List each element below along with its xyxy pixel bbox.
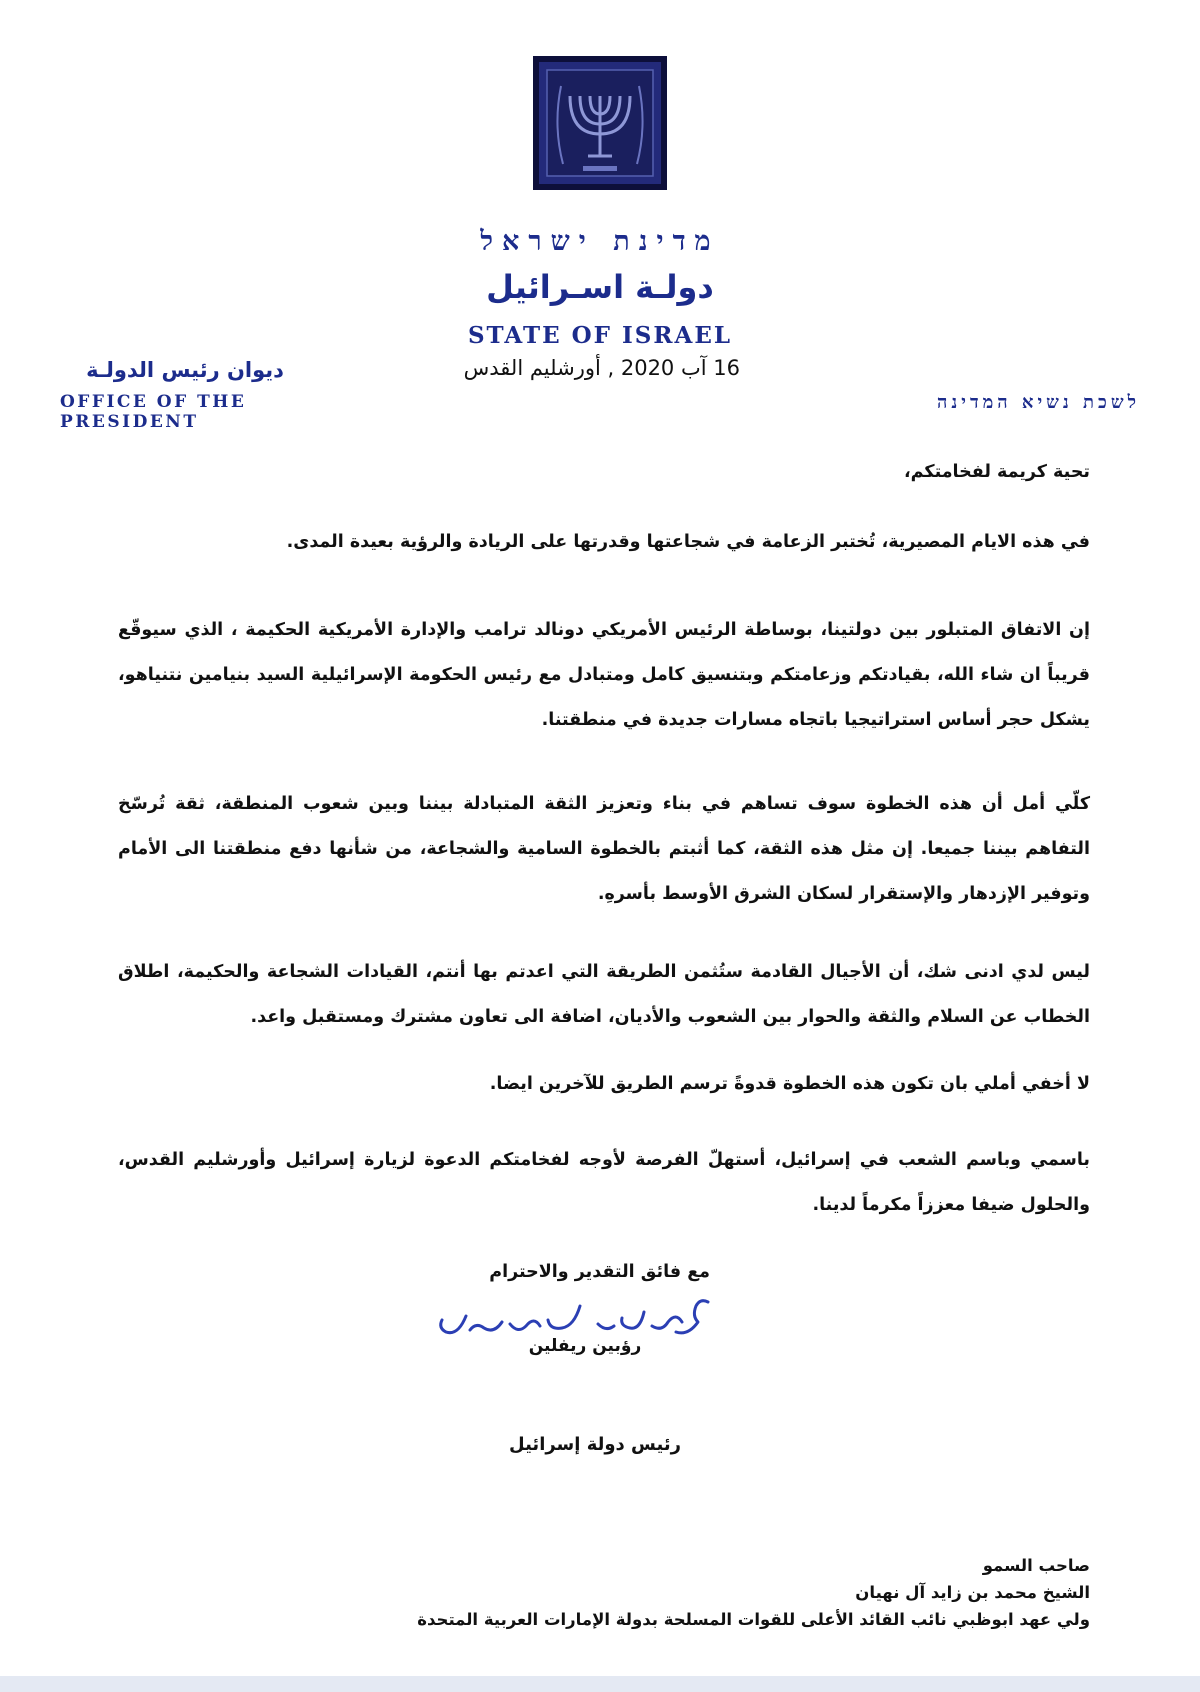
addressee-block <box>400 1552 1090 1633</box>
office-title-arabic: ديوان رئيس الدولـة <box>86 358 284 382</box>
letter-paragraph: ليس لدي ادنى شك، أن الأجيال القادمة ستُثمن الطريقة التي اعدتم بها أنتم، القيادات الشجاعة والحكيمة، اطلاق الخطاب عن السلام والثقة والحوار بين الشعوب والأديان، اضافة الى تعاون مشترك ومستقبل واعد. <box>118 962 1090 1027</box>
arabic-state-name: دولـة اسـرائيل <box>486 268 714 306</box>
addressee-line: صاحب السمو <box>982 1556 1090 1575</box>
signer-name: رؤبين ريفلين <box>528 1336 642 1356</box>
letter-paragraph: لا أخفي أملي بان تكون هذه الخطوة قدوةً ترسم الطريق للآخرين ايضا. <box>489 1074 1090 1094</box>
letter-paragraph: إن الاتفاق المتبلور بين دولتينا، بوساطة الرئيس الأمريكي دونالد ترامب والإدارة الأمريكية الحكيمة ، الذي سيوقّع قريباً ان شاء الله، بقيادتكم وزعامتكم وبتنسيق كامل ومتبادل مع رئيس الحكومة الإسرائيلية السيد بنيامين نتنياهو، يشكل حجر أساس استراتيجيا باتجاه مسارات جديدة في منطقتنا. <box>118 620 1090 730</box>
office-title-hebrew: לשכת נשיא המדינה <box>937 392 1140 413</box>
letter-paragraph: كلّي أمل أن هذه الخطوة سوف تساهم في بناء وتعزيز الثقة المتبادلة بيننا وبين شعوب المنطقة، ثقة تُرسّخ التفاهم بيننا جميعا. إن مثل هذه الثقة، كما أثبتم بالخطوة السامية والشجاعة، من شأنها دفع منطقتنا الى الأمام وتوفير الإزدهار والإستقرار لسكان الشرق الأوسط بأسرهِ. <box>118 794 1090 904</box>
signer-title: رئيس دولة إسرائيل <box>509 1434 681 1455</box>
letter-date: 16 آب 2020 , أورشليم القدس <box>463 356 740 380</box>
letter-paragraph: باسمي وباسم الشعب في إسرائيل، أستهلّ الفرصة لأوجه لفخامتكم الدعوة لزيارة إسرائيل وأورشليم القدس، والحلول ضيفا معززاً مكرماً لدينا. <box>118 1150 1090 1215</box>
page-bottom-band <box>0 1676 1200 1692</box>
hebrew-state-name: מדינת ישראל <box>480 226 720 257</box>
letter-paragraph: في هذه الايام المصيرية، تُختبر الزعامة في شجاعتها وقدرتها على الريادة والرؤية بعيدة المدى. <box>286 532 1090 552</box>
closing-phrase: مع فائق التقدير والاحترام <box>489 1262 710 1282</box>
office-title-english: OFFICE OF THE PRESIDENT <box>60 392 247 432</box>
english-state-name: STATE OF ISRAEL <box>467 322 733 349</box>
letter-greeting: تحية كريمة لفخامتكم، <box>904 462 1090 482</box>
addressee-line: الشيخ محمد بن زايد آل نهيان <box>855 1583 1090 1602</box>
addressee-line: ولي عهد ابوظبي نائب القائد الأعلى للقوات المسلحة بدولة الإمارات العربية المتحدة <box>417 1610 1090 1629</box>
menorah-emblem-icon <box>533 56 667 190</box>
